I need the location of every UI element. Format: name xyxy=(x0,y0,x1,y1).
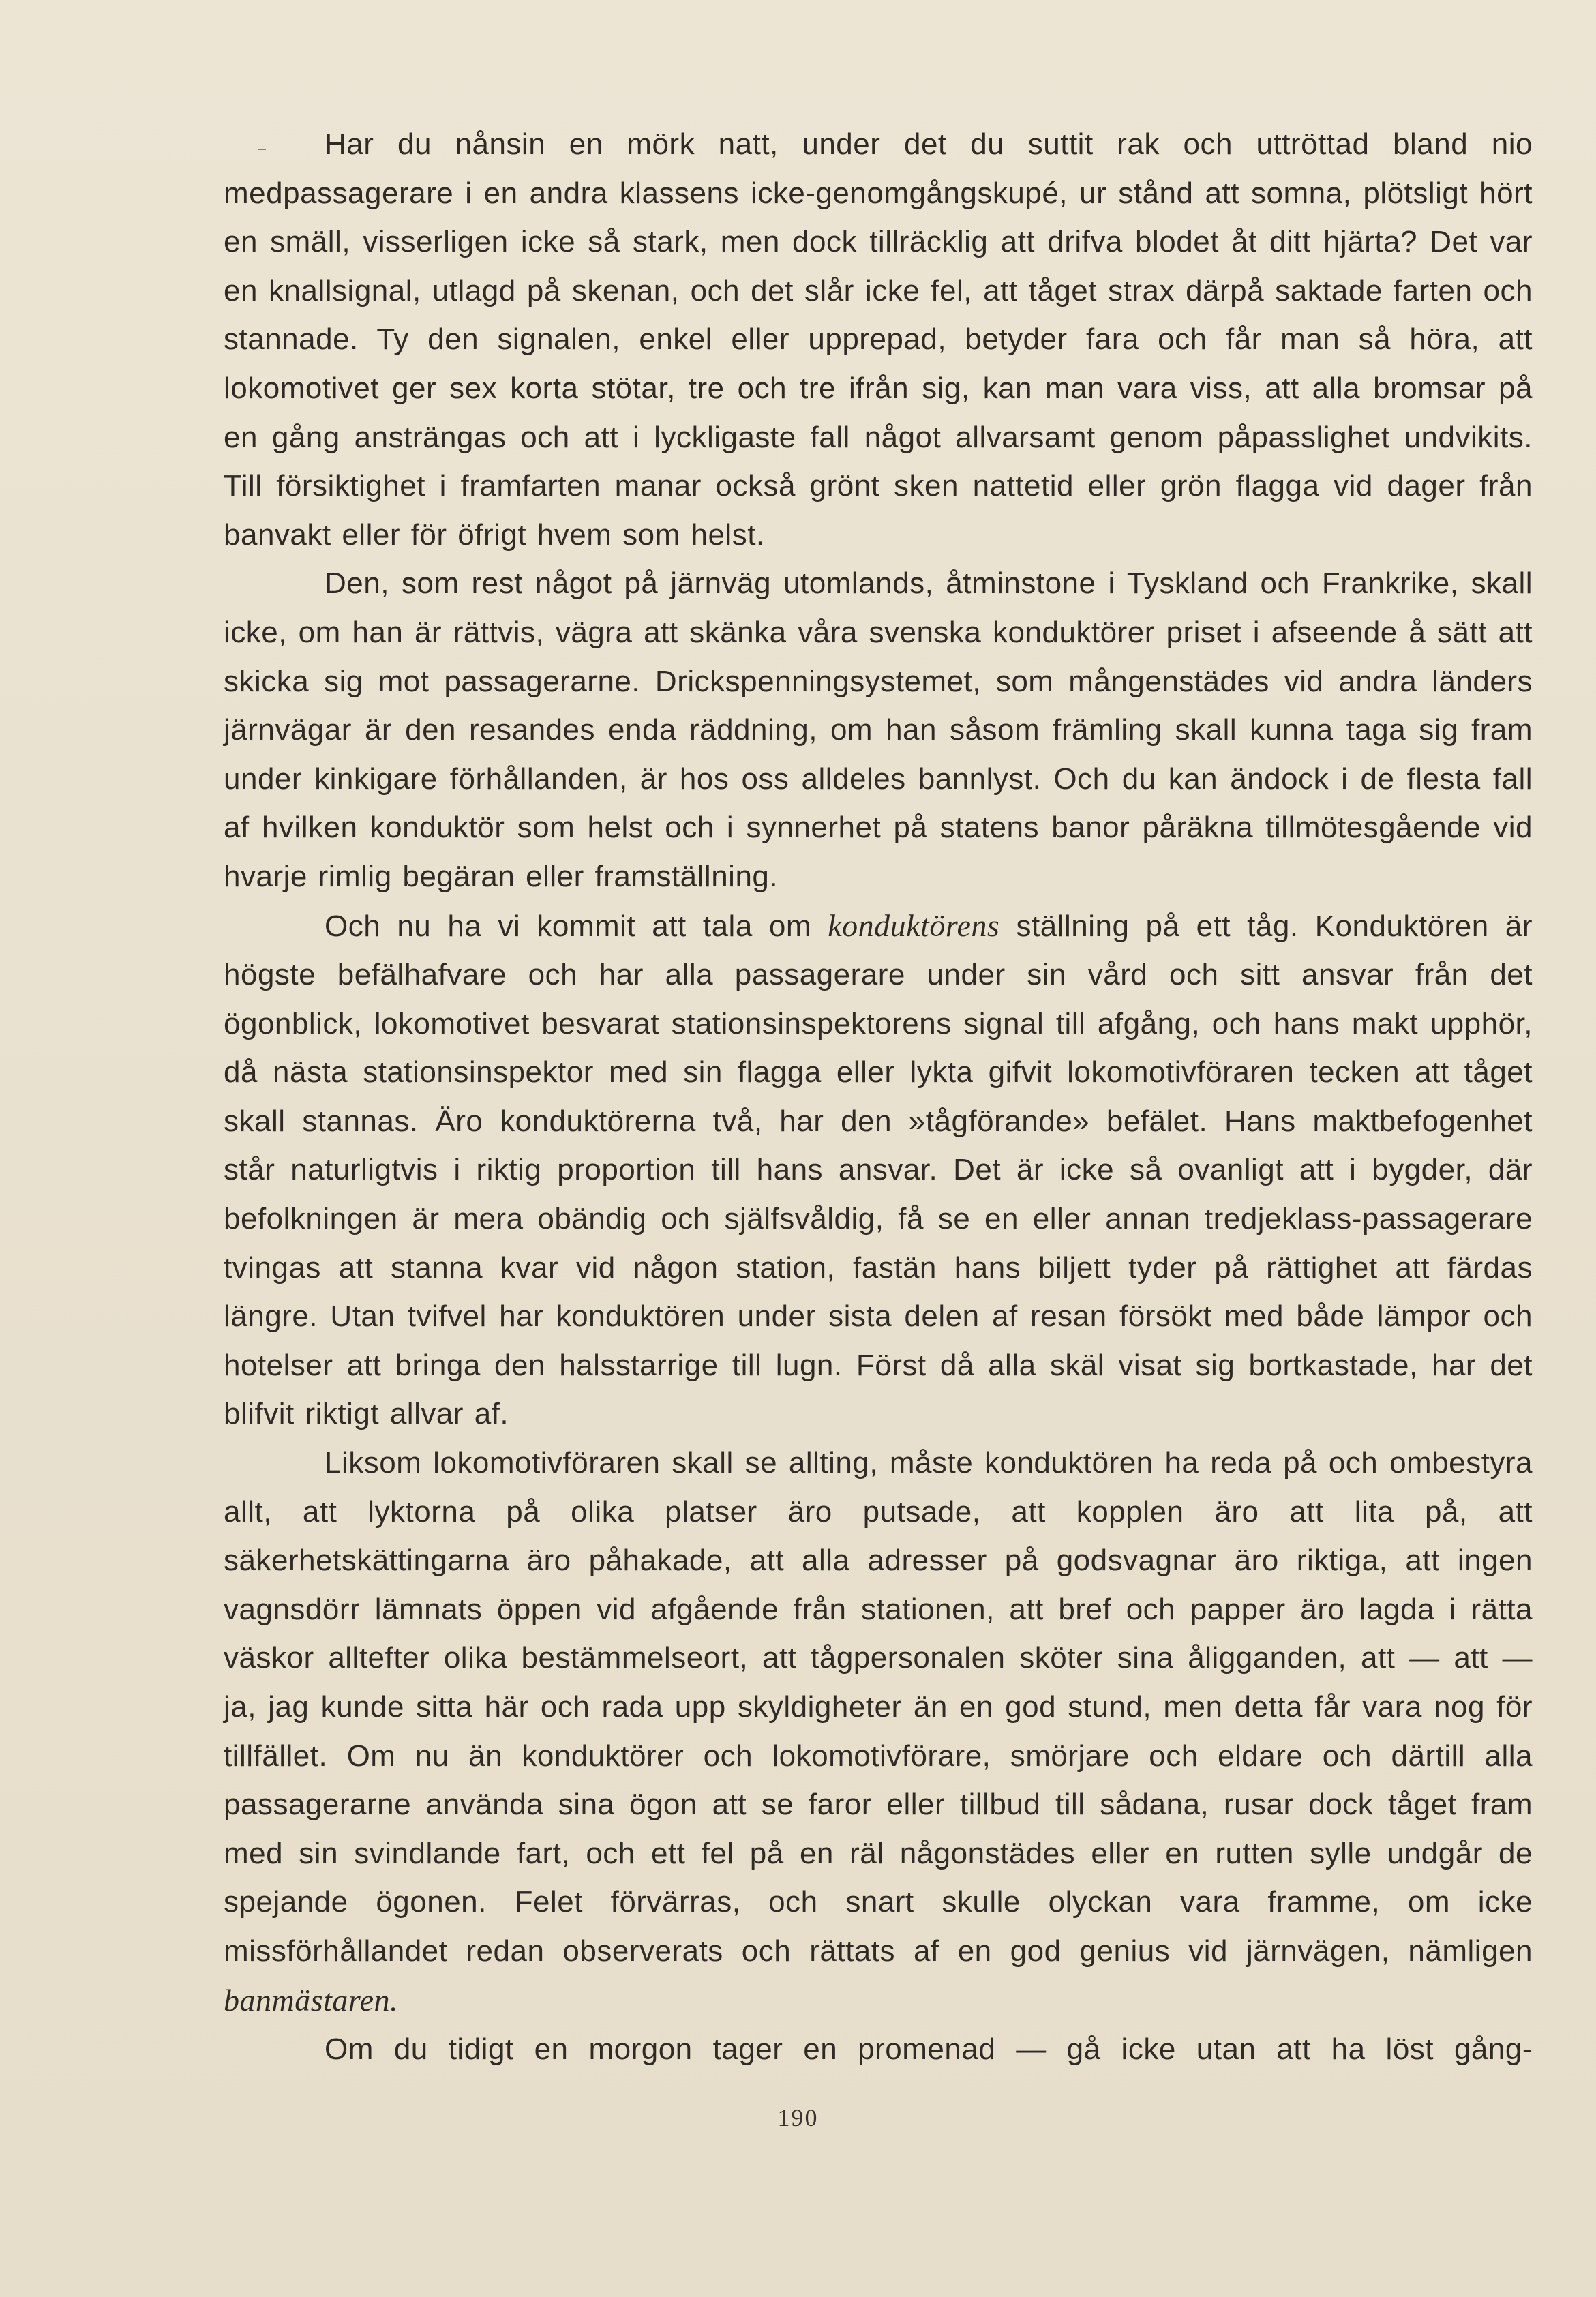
paragraph-text: Och nu ha vi kommit att tala om xyxy=(325,909,828,943)
paragraph-1 xyxy=(224,120,1533,559)
paragraph-text: ställning på ett tåg. Konduktören är högste befälhafvare och har alla passagerare under sin vård och sitt ansvar från det ögonblick, lokomotivet besvarat stationsinspektorens signal till afgång, och hans makt upphör, då nästa stationsinspektor med sin flagga eller lykta gifvit lokomotivföraren tecken att tåget skall stannas. Äro konduktörerna två, har den »tågförande» befälet. Hans maktbefogenhet står naturligtvis i riktig proportion till hans ansvar. Det är icke så ovanligt att i bygder, där befolkningen är mera obändig och själfsvåldig, få se en eller annan tredjeklass-passagerare tvingas att stanna kvar vid någon station, fastän hans biljett tyder på rättighet att färdas längre. Utan tvifvel har konduktören under sista delen af resan försökt med både lämpor och hotelser att bringa den halsstarrige till lugn. Först då alla skäl visat sig bortkastade, har det blifvit riktigt allvar af. xyxy=(224,909,1533,1431)
paragraph-text: Om du tidigt en morgon tager en promenad — gå icke utan att ha löst gång- xyxy=(325,2032,1533,2067)
paragraph-text: Liksom lokomotivföraren skall se allting, måste konduktören ha reda på och ombestyra allt, att lyktorna på olika platser äro putsade, att kopplen äro att lita på, att säkerhetskättingarna äro påhakade, att alla adresser på godsvagnar äro riktiga, att ingen vagnsdörr lämnats öppen vid afgående från stationen, att bref och papper äro lagda i rätta väskor alltefter olika bestämmelseort, att tågpersonalen sköter sina åligganden, att — att — ja, jag kunde sitta här och rada upp skyldigheter än en god stund, men detta får vara nog för tillfället. Om nu än konduktörer och lokomotivförare, smörjare och eldare och därtill alla passagerarne använda sina ögon att se faror eller tillbud till sådana, rusar dock tåget fram med sin svindlande fart, och ett fel på en räl någonstädes eller en rutten sylle undgår de spejande ögonen. Felet förvärras, och snart skulle olyckan vara framme, om icke missförhållandet redan observerats och rättats af en god genius vid järnvägen, nämligen xyxy=(224,1446,1533,1968)
italic-term: banmästaren. xyxy=(224,1982,399,2017)
body-text xyxy=(224,120,1533,2074)
paragraph-4 xyxy=(224,1439,1533,2025)
paragraph-3 xyxy=(224,901,1533,1439)
paragraph-2 xyxy=(224,559,1533,901)
paragraph-text: Har du nånsin en mörk natt, under det du suttit rak och uttröttad bland nio medpassagerare i en andra klassens icke-genomgångskupé, ur stånd att somna, plötsligt hört en smäll, visserligen icke så stark, men dock tillräcklig att drifva blodet åt ditt hjärta? Det var en knallsignal, utlagd på skenan, och det slår icke fel, att tåget strax därpå saktade farten och stannade. Ty den signalen, enkel eller upprepad, betyder fara och får man så höra, att lokomotivet ger sex korta stötar, tre och tre ifrån sig, kan man vara viss, att alla bromsar på en gång ansträngas och att i lyckligaste fall något allvarsamt genom påpasslighet undvikits. Till försiktighet i framfarten manar också grönt sken nattetid eller grön flagga vid dager från banvakt eller för öfrigt hvem som helst. xyxy=(224,127,1533,552)
page-number: 190 xyxy=(777,2104,819,2131)
paragraph-text: Den, som rest något på järnväg utomlands, åtminstone i Tyskland och Frankrike, skall icke, om han är rättvis, vägra att skänka våra svenska konduktörer priset i afseende å sätt att skicka sig mot passagerarne. Drickspenningsystemet, som mångenstädes vid andra länders järnvägar är den resandes enda räddning, om han såsom främling skall kunna taga sig fram under kinkigare förhållanden, är hos oss alldeles bannlyst. Och du kan ändock i de flesta fall af hvilken konduktör som helst och i synnerhet på statens banor påräkna tillmötesgående vid hvarje rimlig begäran eller framställning. xyxy=(224,567,1533,893)
paragraph-5 xyxy=(224,2025,1533,2074)
italic-term: konduktörens xyxy=(828,907,1000,943)
